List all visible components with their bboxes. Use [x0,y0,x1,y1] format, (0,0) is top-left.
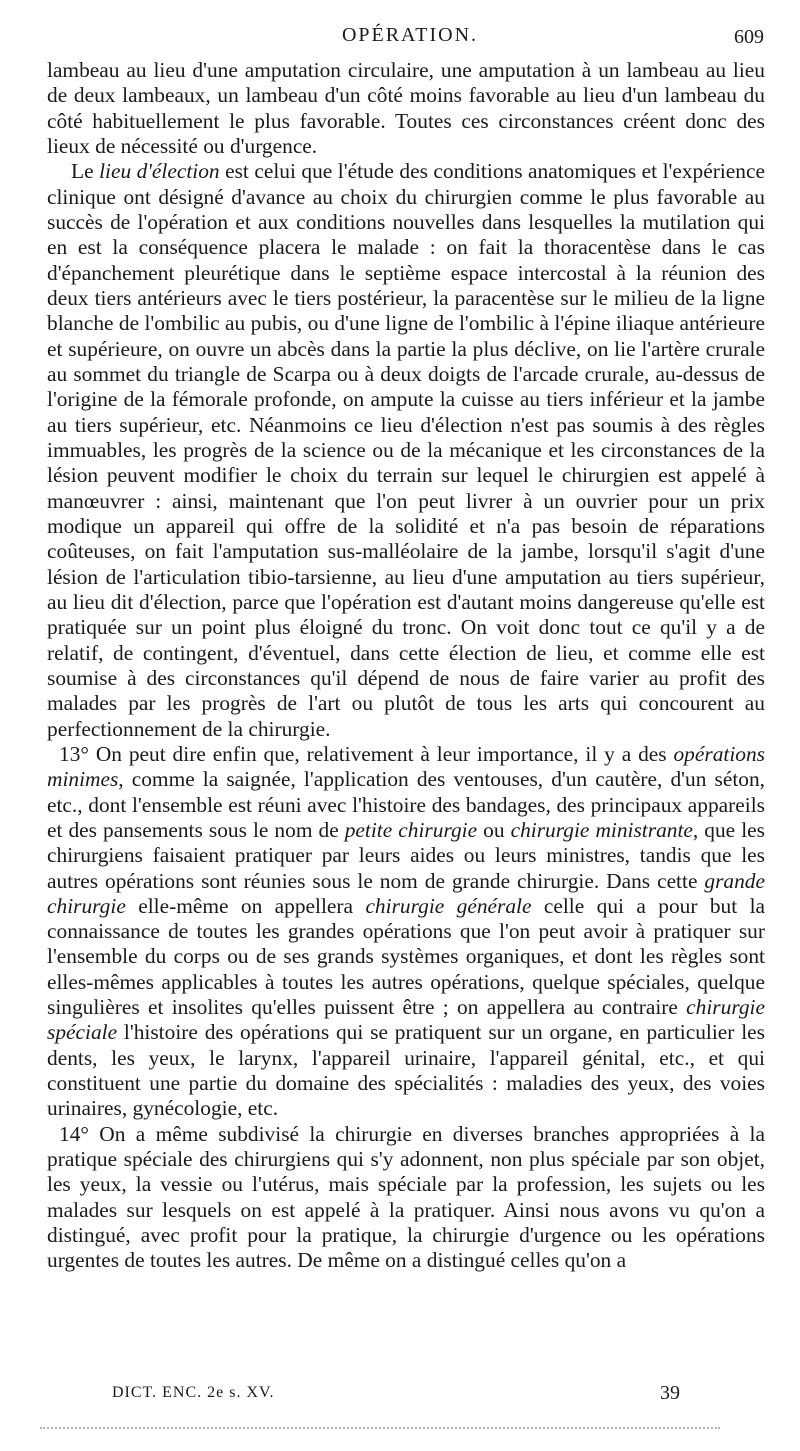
emphasis-grande-chirurgie: grande chirurgie [47,868,765,918]
emphasis-operations-minimes: opérations minimes [47,741,765,792]
page-footer [112,1378,680,1408]
text-run: Le [71,159,100,184]
page-number: 609 [734,26,764,48]
emphasis-chirurgie-speciale: chirurgie spéciale [47,995,765,1045]
emphasis-chirurgie-generale: chirurgie générale [365,893,532,918]
signature-mark: DICT. ENC. 2e s. XV. [112,1384,275,1401]
emphasis-chirurgie-ministrante: chirurgie ministrante [510,817,693,842]
text-run: est celui que l'étude des conditions anatomiques et l'expérience clinique ont désigné d'avance au choix du chirurgien comme le plus favorable au succès de l'opération et aux conditions nouvelles dans lesquelles la mutilation qui en est la conséquence placera le malade : on fait la thoracentèse dans le cas d'épanchement pleurétique dans le septième espace intercostal à la réunion des deux tiers antérieurs avec le tiers postérieur, la paracentèse sur le milieu de la ligne blanche de l'ombilic au pubis, ou d'une ligne de l'ombilic à l'épine iliaque antérieure et supérieure, on ouvre un abcès dans la partie la plus déclive, on lie l'artère crurale au sommet du triangle de Scarpa ou à deux doigts de l'arcade crurale, au-dessus de l'origine de la fémorale profonde, on ampute la cuisse au tiers inférieur et la jambe au tiers supérieur, etc. Néanmoins ce lieu d'élection n'est pas soumis à des règles immuables, les progrès de la science ou de la mécanique et les circonstances de la lésion peuvent modifier le choix du terrain sur lequel le chirurgien est appelé à manœuvrer : ainsi, maintenant que l'on peut livrer à un ouvrier pour un prix modique un appareil qui offre de la solidité et n'a pas besoin de réparations coûteuses, on fait l'amputation sus-malléolaire de la jambe, lorsqu'il s'agit d'une lésion de l'articulation tibio-tarsienne, au lieu d'une amputation au tiers supérieur, au lieu dit d'élection, parce que l'opération est d'autant moins dangereuse qu'elle est pratiquée sur un point plus éloigné du tronc. On voit donc tout ce qu'il y a de relatif, de contingent, d'éventuel, dans cette élection de lieu, et comme elle est soumise à des circonstances qu'il dépend de nous de faire varier au profit des malades par les progrès de l'art ou plutôt de tous les arts qui concourent au perfectionnement de la chirurgie. [47,159,765,741]
paragraph-14: 14° On a même subdivisé la chirurgie en diverses branches appropriées à la pratique spéciale des chirurgiens qui s'y adonnent, non plus spéciale par son objet, les yeux, la vessie ou l'utérus, mais spéciale par la profession, les sujets ou les malades sur lesquels on est appelé à la pratiquer. Ainsi nous avons vu qu'on a distingué, avec profit pour la pratique, la chirurgie d'urgence ou les opérations urgentes de toutes les autres. De même on a distingué celles qu'on a [47,1121,765,1273]
paragraph-lieu-election [47,159,765,742]
emphasis-petite-chirurgie: petite chirurgie [344,817,478,842]
text-run: 13° On peut dire enfin que, relativement à leur importance, il y a des [59,741,674,766]
sheet-number: 39 [660,1382,680,1404]
body-text [47,58,765,1274]
text-run: l'histoire des opérations qui se pratiquent sur un organe, en particulier les dents, les yeux, le larynx, l'appareil urinaire, l'appareil génital, etc., et qui constituent une partie du domaine des spécialités : maladies des yeux, des voies urinaires, gynécologie, etc. [47,1020,765,1121]
text-run: celle qui a pour but la connaissance de toutes les grandes opérations que l'on peut avoir à pratiquer sur l'ensemble du corps ou de ses grands systèmes organiques, et dont les règles sont elles-mêmes applicables à toutes les autres opérations, quelque spéciales, quelque singulières et insolites qu'elles puissent être ; on appellera au contraire [47,893,766,1020]
paragraph-13 [47,742,765,1122]
text-run: elle-même on appellera [125,893,366,918]
paragraph-continuation: lambeau au lieu d'une amputation circulaire, une amputation à un lambeau au lieu de deux lambeaux, un lambeau d'un côté moins favorable au lieu d'un lambeau du côté habituellement le plus favorable. Toutes ces circonstances créent donc des lieux de nécessité ou d'urgence. [47,58,765,158]
running-head [50,22,770,48]
emphasis-lieu-election: lieu d'élection [99,159,220,184]
bottom-dotted-rule [40,1427,720,1429]
text-run: , que les chirurgiens faisaient pratiquer par leurs aides ou leurs ministres, tandis que les autres opérations sont réunies sous le nom de grande chirurgie. Dans cette [47,817,765,893]
text-run: , comme la saignée, l'application des ventouses, d'un cautère, d'un séton, etc., dont l'ensemble est réuni avec l'histoire des bandages, des principaux appareils et des pansements sous le nom de [47,767,765,842]
running-title: OPÉRATION. [341,24,479,46]
text-run: ou [477,817,511,842]
